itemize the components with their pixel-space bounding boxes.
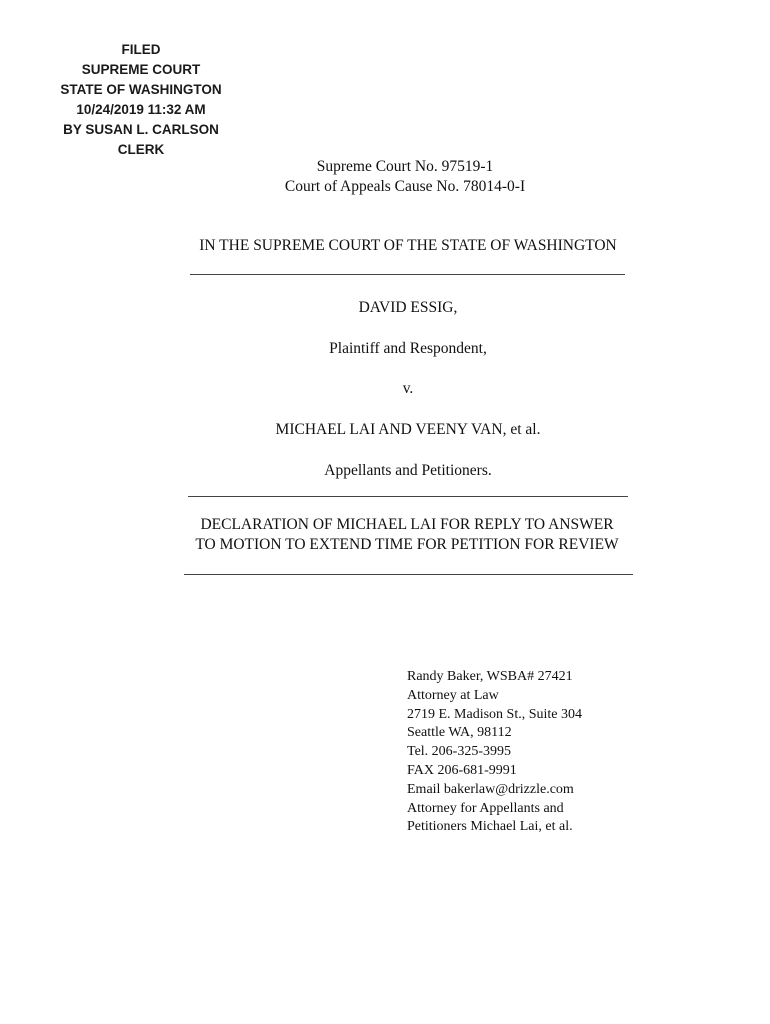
- versus-text: v.: [402, 380, 414, 397]
- divider-rule: [184, 574, 633, 575]
- stamp-line-court: SUPREME COURT: [81, 62, 201, 77]
- supreme-court-number: Supreme Court No. 97519-1: [316, 158, 494, 175]
- attorney-role-line-2: Petitioners Michael Lai, et al.: [407, 819, 573, 835]
- divider-rule: [190, 274, 625, 275]
- document-title-line-1: DECLARATION OF MICHAEL LAI FOR REPLY TO ANSWER: [200, 516, 614, 533]
- plaintiff-name: DAVID ESSIG,: [358, 299, 458, 316]
- stamp-line-clerk-name: BY SUSAN L. CARLSON: [63, 122, 219, 137]
- court-name: IN THE SUPREME COURT OF THE STATE OF WASHINGTON: [199, 237, 617, 254]
- court-of-appeals-number: Court of Appeals Cause No. 78014-0-I: [284, 178, 526, 195]
- attorney-fax: FAX 206-681-9991: [407, 762, 517, 778]
- stamp-line-state: STATE OF WASHINGTON: [60, 82, 222, 97]
- filing-stamp: [50, 40, 232, 160]
- defendants-role: Appellants and Petitioners.: [324, 462, 492, 479]
- attorney-phone: Tel. 206-325-3995: [407, 744, 512, 760]
- attorney-city-address: Seattle WA, 98112: [407, 725, 512, 741]
- attorney-street-address: 2719 E. Madison St., Suite 304: [407, 706, 583, 722]
- plaintiff-role: Plaintiff and Respondent,: [329, 340, 487, 357]
- stamp-line-clerk: CLERK: [117, 142, 165, 157]
- stamp-line-datetime: 10/24/2019 11:32 AM: [76, 102, 206, 117]
- divider-rule: [188, 496, 628, 497]
- attorney-email: Email bakerlaw@drizzle.com: [407, 781, 574, 797]
- attorney-title: Attorney at Law: [407, 687, 499, 703]
- attorney-name: Randy Baker, WSBA# 27421: [407, 669, 573, 684]
- defendants-names: MICHAEL LAI AND VEENY VAN, et al.: [275, 421, 541, 438]
- stamp-line-filed: FILED: [121, 42, 161, 57]
- attorney-role-line-1: Attorney for Appellants and: [407, 800, 564, 816]
- document-title-line-2: TO MOTION TO EXTEND TIME FOR PETITION FOR REVIEW: [195, 536, 619, 553]
- attorney-signature-block: [407, 668, 582, 837]
